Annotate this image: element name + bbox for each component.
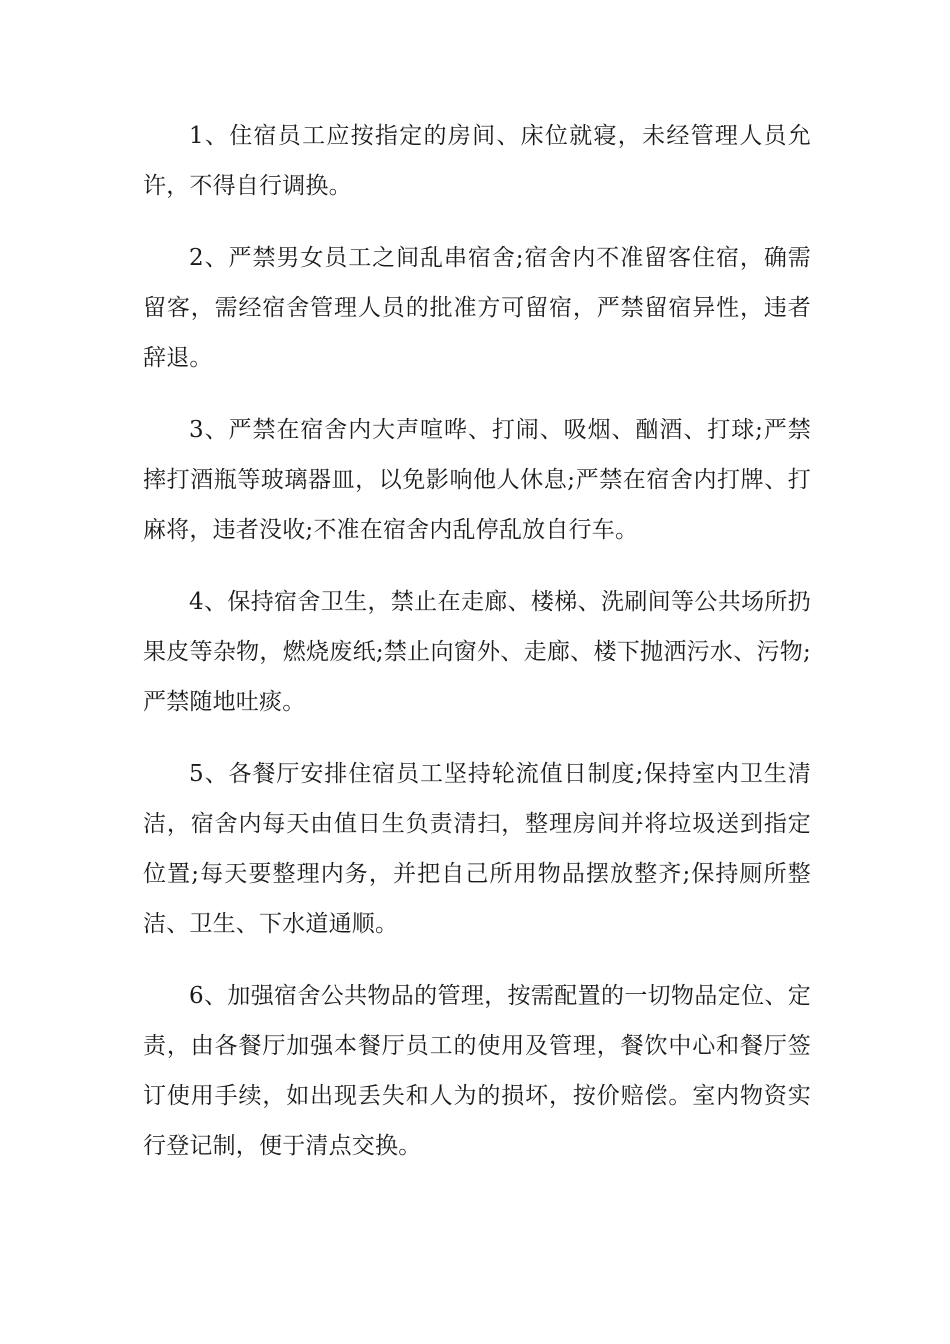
rule-paragraph-2: 2、严禁男女员工之间乱串宿舍;宿舍内不准留客住宿，确需留客，需经宿舍管理人员的批准方可留宿，严禁留宿异性，违者辞退。 [143, 245, 811, 371]
rule-paragraph-4: 4、保持宿舍卫生，禁止在走廊、楼梯、洗刷间等公共场所扔果皮等杂物，燃烧废纸;禁止向窗外、走廊、楼下抛洒污水、污物;严禁随地吐痰。 [143, 589, 811, 715]
rule-paragraph-6: 6、加强宿舍公共物品的管理，按需配置的一切物品定位、定责，由各餐厅加强本餐厅员工的使用及管理，餐饮中心和餐厅签订使用手续，如出现丢失和人为的损坏，按价赔偿。室内物资实行登记制，便于清点交换。 [143, 983, 811, 1159]
rule-paragraph-1: 1、住宿员工应按指定的房间、床位就寝，未经管理人员允许，不得自行调换。 [143, 123, 811, 199]
rule-paragraph-5: 5、各餐厅安排住宿员工坚持轮流值日制度;保持室内卫生清洁，宿舍内每天由值日生负责清扫，整理房间并将垃圾送到指定位置;每天要整理内务，并把自己所用物品摆放整齐;保持厕所整洁、卫生、下水道通顺。 [143, 761, 811, 937]
document-body [143, 111, 811, 1193]
rule-paragraph-3: 3、严禁在宿舍内大声喧哗、打闹、吸烟、酗酒、打球;严禁摔打酒瓶等玻璃器皿，以免影响他人休息;严禁在宿舍内打牌、打麻将，违者没收;不准在宿舍内乱停乱放自行车。 [143, 417, 811, 543]
